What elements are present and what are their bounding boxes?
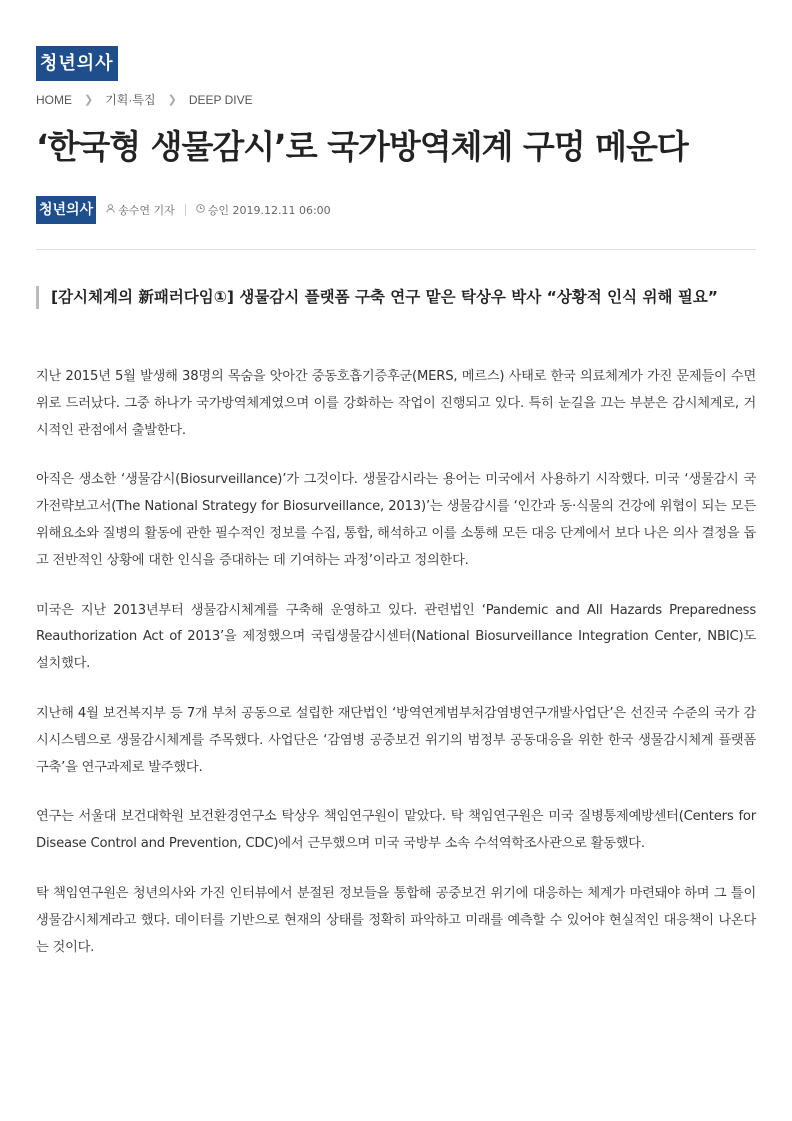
paragraph: 미국은 지난 2013년부터 생물감시체계를 구축해 운영하고 있다. 관련법인 ‘Pandemic and All Hazards Preparedness Reauthorization Act of 2013’을 제정했으며 국립생물감시센터(National Biosurveillance Integration Center, NBIC)도 설치했다. (36, 602, 756, 672)
article-title: ‘한국형 생물감시’로 국가방역체계 구멍 메운다 (36, 127, 688, 166)
byline-divider (185, 204, 186, 216)
byline (36, 196, 331, 224)
paragraph: 아직은 생소한 ‘생물감시(Biosurveillance)’가 그것이다. 생물감시라는 용어는 미국에서 사용하기 시작했다. 미국 ‘생물감시 국가전략보고서(The National Strategy for Biosurveillance, 2013)’는 생물감시를 ‘인간과 동·식물의 건강에 위협이 되는 모든 위해요소와 질병의 활동에 관한 필수적인 정보를 수집, 통합, 해석하고 이를 소통해 모든 대응 단계에서 보다 나은 의사 결정을 돕고 전반적인 상황에 대한 인식을 증대하는 데 기여하는 과정’이라고 정의한다. (36, 472, 756, 568)
site-logo[interactable]: 청년의사 (36, 46, 118, 81)
clock-icon (196, 204, 205, 216)
person-icon (106, 204, 115, 216)
breadcrumb-home[interactable]: HOME (36, 92, 72, 107)
publisher-logo: 청년의사 (36, 196, 96, 224)
approved-date: 승인 2019.12.11 06:00 (207, 204, 331, 217)
header-divider (36, 249, 756, 250)
paragraph: 지난 2015년 5월 발생해 38명의 목숨을 앗아간 중동호흡기증후군(MERS, 메르스) 사태로 한국 의료체계가 가진 문제들이 수면 위로 드러났다. 그중 하나가 국가방역체계였으며 이를 강화하는 작업이 진행되고 있다. 특히 눈길을 끄는 부분은 감시체계로, 거시적인 관점에서 출발한다. (36, 369, 756, 438)
paragraph: 탁 책임연구원은 청년의사와 가진 인터뷰에서 분절된 정보들을 통합해 공중보건 위기에 대응하는 체계가 마련돼야 하며 그 틀이 생물감시체계라고 했다. 데이터를 기반으로 현재의 상태를 정확히 파악하고 미래를 예측할 수 있어야 현실적인 대응책이 나온다는 것이다. (36, 885, 756, 955)
breadcrumb (36, 91, 253, 108)
chevron-right-icon: ❯ (167, 94, 177, 106)
article-body (36, 364, 756, 984)
breadcrumb-subsection[interactable]: DEEP DIVE (188, 92, 253, 107)
author-name[interactable]: 송수연 기자 (118, 204, 175, 217)
chevron-right-icon: ❯ (84, 94, 94, 106)
breadcrumb-section[interactable]: 기획·특집 (105, 93, 156, 107)
paragraph: 연구는 서울대 보건대학원 보건환경연구소 탁상우 책임연구원이 맡았다. 탁 책임연구원은 미국 질병통제예방센터(Centers for Disease Control and Prevention, CDC)에서 근무했으며 미국 국방부 소속 수석역학조사관으로 활동했다. (36, 809, 756, 852)
paragraph: 지난해 4월 보건복지부 등 7개 부처 공동으로 설립한 재단법인 ‘방역연계범부처감염병연구개발사업단’은 선진국 수준의 국가 감시시스템으로 생물감시체계를 주목했다. 사업단은 ‘감염병 공중보건 위기의 범정부 공동대응을 위한 한국 생물감시체계 플랫폼 구축’을 연구과제로 발주했다. (36, 705, 756, 775)
article-subtitle: [감시체계의 新패러다임①] 생물감시 플랫폼 구축 연구 맡은 탁상우 박사 “상황적 인식 위해 필요” (36, 286, 752, 309)
